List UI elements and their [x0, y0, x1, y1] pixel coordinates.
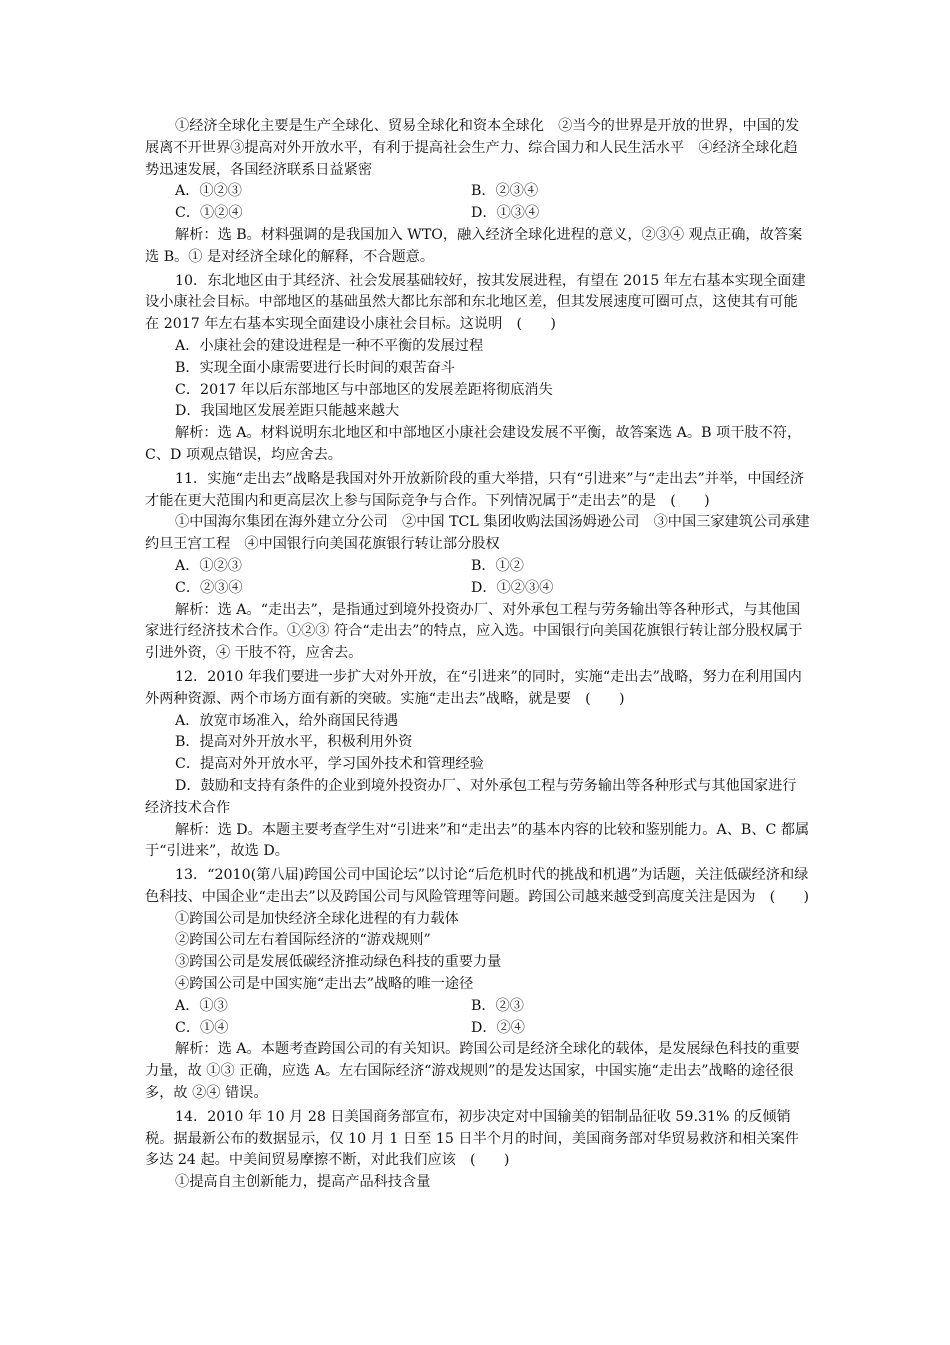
q10-option-b: B．实现全面小康需要进行长时间的艰苦奋斗 — [175, 359, 455, 376]
q13-analysis: 解析：选 A。本题考查跨国公司的有关知识。跨国公司是经济全球化的载体，是发展绿色科技的重要力量，故 ①③ 正确，应选 A。左右国际经济“游戏规则”的是发达国家，中国实施“走出去”战略的途径很多，故 ②④ 错误。 — [145, 1041, 800, 1102]
q13-option-c: C．①④ — [175, 1019, 229, 1036]
q9-analysis: 解析：选 B。材料强调的是我国加入 WTO，融入经济全球化进程的意义，②③④ 观点正确，故答案选 B。① 是对经济全球化的解释，不合题意。 — [145, 226, 803, 265]
q13-statement-3: ③跨国公司是发展低碳经济推动绿色科技的重要力量 — [175, 954, 502, 971]
q13-statement-2: ②跨国公司左右着国际经济的“游戏规则” — [175, 932, 431, 949]
q9-options-row-1 — [145, 181, 810, 203]
q13-option-d: D．②④ — [471, 1019, 525, 1036]
q9-options-row-2 — [145, 203, 810, 225]
q11-option-b: B．①② — [471, 557, 524, 574]
q12-stem: 12．2010 年我们要进一步扩大对外开放，在“引进来”的同时，实施“走出去”战略，努力在利用国内外两种资源、两个市场方面有新的突破。实施“走出去”战略，就是要 ( ) — [145, 668, 802, 707]
q11-option-d: D．①②③④ — [471, 579, 554, 596]
q11-option-c: C．②③④ — [175, 579, 243, 596]
q13-option-a: A．①③ — [175, 997, 228, 1014]
q14-stem: 14．2010 年 10 月 28 日美国商务部宣布，初步决定对中国输美的铝制品征收 59.31% 的反倾销税。据最新公布的数据显示，仅 10 月 1 日至 15 日半个月的时间，美国商务部对华贸易救济和相关案件多达 24 起。中美间贸易摩擦不断，对此我们应该 ( ) — [145, 1108, 799, 1169]
q10-option-c: C．2017 年以后东部地区与中部地区的发展差距将彻底消失 — [175, 381, 553, 398]
q12-option-b: B．提高对外开放水平，积极利用外资 — [175, 734, 413, 751]
q11-statements: ①中国海尔集团在海外建立分公司 ②中国 TCL 集团收购法国汤姆逊公司 ③中国三家建筑公司承建约旦王宫工程 ④中国银行向美国花旗银行转让部分股权 — [145, 514, 810, 553]
q9-option-b: B．②③④ — [471, 183, 539, 200]
q14-statement-1: ①提高自主创新能力，提高产品科技含量 — [175, 1174, 431, 1191]
q12-option-a: A．放宽市场准入，给外商国民待遇 — [175, 712, 399, 729]
q13-options-row-2 — [145, 1018, 810, 1040]
q9-option-d: D．①③④ — [471, 205, 540, 222]
q11-options-row-1 — [145, 556, 810, 578]
q13-statement-1: ①跨国公司是加快经济全球化进程的有力载体 — [175, 910, 459, 927]
q12-analysis: 解析：选 D。本题主要考查学生对“引进来”和“走出去”的基本内容的比较和鉴别能力。A、B、C 都属于“引进来”，故选 D。 — [145, 821, 810, 860]
q10-option-a: A．小康社会的建设进程是一种不平衡的发展过程 — [175, 337, 484, 354]
q13-statement-4: ④跨国公司是中国实施“走出去”战略的唯一途径 — [175, 976, 474, 993]
q10-analysis: 解析：选 A。材料说明东北地区和中部地区小康社会建设发展不平衡，故答案选 A。B 项干肢不符，C、D 项观点错误，均应舍去。 — [145, 425, 802, 463]
q12-option-d: D．鼓励和支持有条件的企业到境外投资办厂、对外承包工程与劳务输出等各种形式与其他国家进行经济技术合作 — [145, 777, 797, 816]
q11-option-a: A．①②③ — [175, 557, 242, 574]
q11-options-row-2 — [145, 578, 810, 600]
q9-statements: ①经济全球化主要是生产全球化、贸易全球化和资本全球化 ②当今的世界是开放的世界，中国的发展离不开世界③提高对外开放水平，有利于提高社会生产力、综合国力和人民生活水平 ④经济全球化趋势迅速发展，各国经济联系日益紧密 — [145, 118, 800, 178]
q10-option-d: D．我国地区发展差距只能越来越大 — [175, 403, 400, 420]
q13-stem: 13．“2010(第八届)跨国公司中国论坛”以讨论“后危机时代的挑战和机遇”为话题，关注低碳经济和绿色科技、中国企业“走出去”以及跨国公司与风险管理等问题。跨国公司越来越受到高度关注是因为 ( ) — [145, 867, 810, 905]
q13-option-b: B．②③ — [471, 997, 524, 1014]
q12-option-c: C．提高对外开放水平，学习国外技术和管理经验 — [175, 756, 484, 773]
q11-stem: 11．实施“走出去”战略是我国对外开放新阶段的重大举措，只有“引进来”与“走出去”并举，中国经济才能在更大范围内和更高层次上参与国际竞争与合作。下列情况属于“走出去”的是 ( ) — [145, 470, 805, 509]
q11-analysis: 解析：选 A。“走出去”，是指通过到境外投资办厂、对外承包工程与劳务输出等各种形式，与其他国家进行经济技术合作。①②③ 符合“走出去”的特点，应入选。中国银行向美国花旗银行转让部分股权属于引进外资，④ 干肢不符，应舍去。 — [145, 601, 803, 662]
q10-stem: 10．东北地区由于其经济、社会发展基础较好，按其发展进程，有望在 2015 年左右基本实现全面建设小康社会目标。中部地区的基础虽然大都比东部和东北地区差，但其发展速度可圈可点，这使其有可能在 2017 年左右基本实现全面建设小康社会目标。这说明 ( ) — [145, 272, 806, 333]
q9-option-a: A．①②③ — [175, 183, 242, 200]
q9-option-c: C．①②④ — [175, 205, 243, 222]
document-page — [145, 116, 810, 1194]
q13-options-row-1 — [145, 996, 810, 1018]
